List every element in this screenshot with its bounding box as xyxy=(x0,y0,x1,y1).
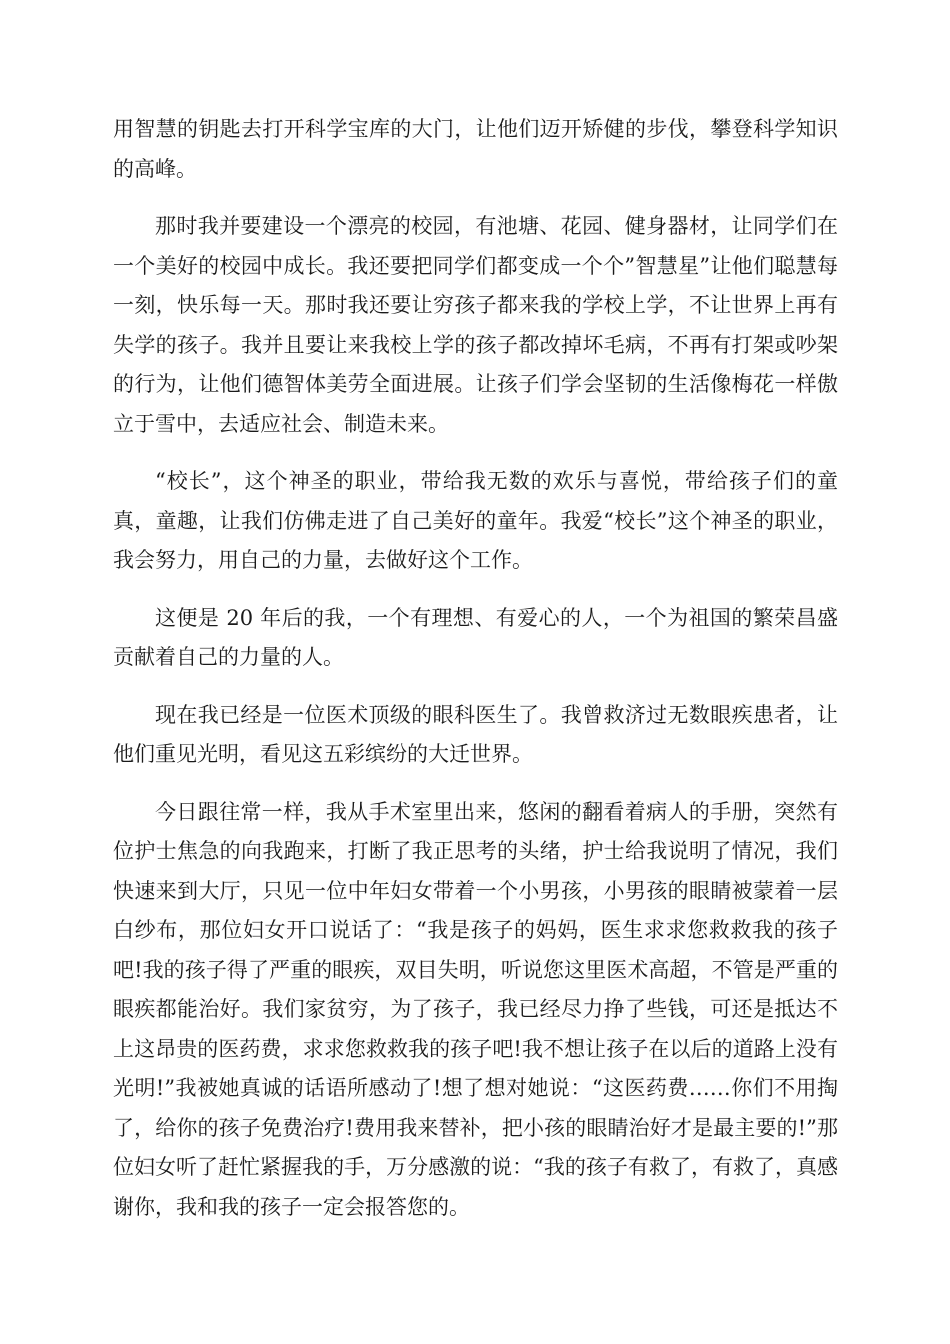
document-body xyxy=(113,110,838,1245)
paragraph-1: 用智慧的钥匙去打开科学宝库的大门，让他们迈开矫健的步伐，攀登科学知识的高峰。 xyxy=(113,117,838,181)
paragraph-5: 现在我已经是一位医术顶级的眼科医生了。我曾救济过无数眼疾患者，让他们重见光明，看见这五彩缤纷的大迁世界。 xyxy=(113,702,838,766)
paragraph-4: 这便是 20 年后的我，一个有理想、有爱心的人，一个为祖国的繁荣昌盛贡献着自己的力量的人。 xyxy=(113,605,838,669)
paragraph-3: “校长”，这个神圣的职业，带给我无数的欢乐与喜悦，带给孩子们的童真，童趣，让我们仿佛走进了自己美好的童年。我爱“校长”这个神圣的职业，我会努力，用自己的力量，去做好这个工作。 xyxy=(113,469,838,572)
paragraph-6: 今日跟往常一样，我从手术室里出来，悠闲的翻看着病人的手册，突然有位护士焦急的向我跑来，打断了我正思考的头绪，护士给我说明了情况，我们快速来到大厅，只见一位中年妇女带着一个小男孩，小男孩的眼睛被蒙着一层白纱布，那位妇女开口说话了：“我是孩子的妈妈，医生求求您救救我的孩子吧!我的孩子得了严重的眼疾，双目失明，听说您这里医术高超，不管是严重的眼疾都能治好。我们家贫穷，为了孩子，我已经尽力挣了些钱，可还是抵达不上这昂贵的医药费，求求您救救我的孩子吧!我不想让孩子在以后的道路上没有光明!”我被她真诚的话语所感动了!想了想对她说：“这医药费……你们不用掏了，给你的孩子免费治疗!费用我来替补，把小孩的眼睛治好才是最主要的!”那位妇女听了赶忙紧握我的手，万分感激的说：“我的孩子有救了，有救了，真感谢你，我和我的孩子一定会报答您的。 xyxy=(113,799,838,1219)
paragraph-2: 那时我并要建设一个漂亮的校园，有池塘、花园、健身器材，让同学们在一个美好的校园中成长。我还要把同学们都变成一个个”智慧星”让他们聪慧每一刻，快乐每一天。那时我还要让穷孩子都来我的学校上学，不让世界上再有失学的孩子。我并且要让来我校上学的孩子都改掉坏毛病，不再有打架或吵架的行为，让他们德智体美劳全面进展。让孩子们学会坚韧的生活像梅花一样傲立于雪中，去适应社会、制造未来。 xyxy=(113,214,838,436)
